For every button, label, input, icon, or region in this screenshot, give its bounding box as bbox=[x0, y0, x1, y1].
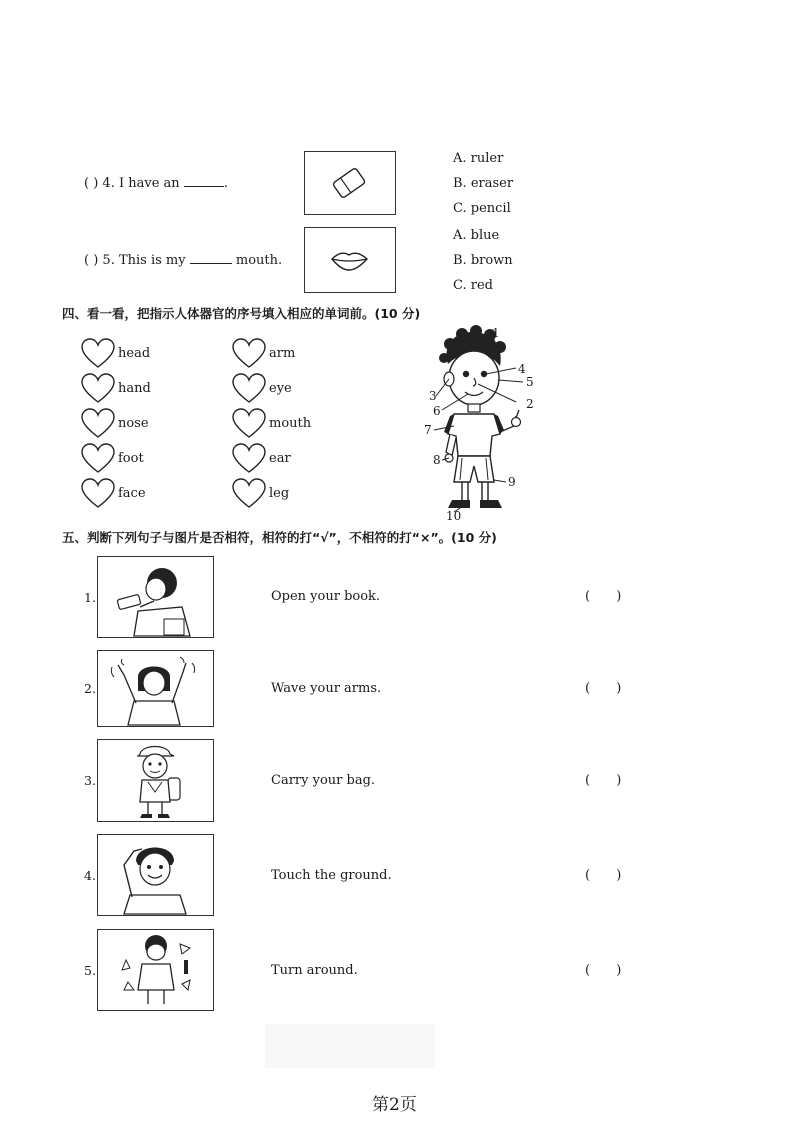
diagram-label-7: 7 bbox=[424, 423, 432, 437]
heart-icon bbox=[80, 338, 116, 370]
word-item[interactable] bbox=[80, 441, 151, 476]
item-sentence: Open your book. bbox=[271, 589, 381, 604]
word-label: arm bbox=[269, 346, 296, 361]
diagram-label-10: 10 bbox=[446, 509, 462, 523]
word-label: face bbox=[118, 486, 146, 501]
word-label: nose bbox=[118, 416, 149, 431]
heart-icon bbox=[80, 443, 116, 475]
option-c[interactable]: C. red bbox=[453, 278, 493, 293]
body-parts-diagram bbox=[420, 322, 534, 523]
heart-icon bbox=[80, 373, 116, 405]
girl-waving-icon bbox=[98, 651, 212, 725]
child-with-bag-icon bbox=[98, 740, 212, 820]
diagram-label-3: 3 bbox=[429, 389, 437, 403]
question-number: 5. bbox=[102, 253, 115, 268]
heart-icon bbox=[231, 408, 267, 440]
answer-paren[interactable]: ( ) bbox=[84, 176, 99, 191]
answer-paren[interactable]: ( ) bbox=[585, 868, 622, 883]
eraser-icon bbox=[305, 152, 394, 213]
option-a[interactable]: A. ruler bbox=[453, 151, 504, 166]
picture-frame bbox=[304, 151, 396, 215]
heart-icon bbox=[231, 478, 267, 510]
item-sentence: Carry your bag. bbox=[271, 773, 376, 788]
word-item[interactable] bbox=[231, 336, 311, 371]
word-label: mouth bbox=[269, 416, 312, 431]
shirt-shape bbox=[448, 414, 500, 456]
heart-icon bbox=[80, 408, 116, 440]
picture-frame bbox=[97, 650, 214, 727]
item-number: 4. bbox=[84, 868, 96, 883]
word-item[interactable] bbox=[80, 336, 151, 371]
item-sentence: Touch the ground. bbox=[271, 868, 392, 883]
word-label: foot bbox=[118, 451, 144, 466]
word-item[interactable] bbox=[231, 476, 311, 511]
word-label: hand bbox=[118, 381, 151, 396]
diagram-label-8: 8 bbox=[433, 453, 441, 467]
option-b[interactable]: B. brown bbox=[453, 253, 513, 268]
heart-icon bbox=[231, 443, 267, 475]
child-turning-icon bbox=[98, 930, 212, 1009]
item-number: 2. bbox=[84, 681, 96, 696]
diagram-label-4: 4 bbox=[518, 362, 526, 376]
heart-icon bbox=[80, 478, 116, 510]
option-b[interactable]: B. eraser bbox=[453, 176, 514, 191]
word-label: leg bbox=[269, 486, 290, 501]
question-4-text: ( ) 4. I have an . bbox=[84, 176, 228, 191]
fill-blank[interactable] bbox=[190, 263, 232, 264]
faint-smudge bbox=[265, 1024, 435, 1068]
picture-frame bbox=[97, 834, 214, 916]
heart-icon bbox=[231, 373, 267, 405]
word-label: ear bbox=[269, 451, 291, 466]
word-column-2 bbox=[231, 336, 311, 511]
answer-paren[interactable]: ( ) bbox=[585, 773, 622, 788]
answer-paren[interactable]: ( ) bbox=[84, 253, 99, 268]
item-sentence: Turn around. bbox=[271, 963, 358, 978]
word-column-1 bbox=[80, 336, 151, 511]
diagram-label-1: 1 bbox=[492, 326, 500, 340]
answer-paren[interactable]: ( ) bbox=[585, 963, 622, 978]
child-reading-icon bbox=[98, 557, 212, 636]
word-item[interactable] bbox=[231, 441, 311, 476]
item-sentence: Wave your arms. bbox=[271, 681, 382, 696]
item-number: 3. bbox=[84, 773, 96, 788]
picture-frame bbox=[304, 227, 396, 293]
heart-icon bbox=[231, 338, 267, 370]
fill-blank[interactable] bbox=[184, 186, 224, 187]
item-number: 5. bbox=[84, 963, 96, 978]
question-5-text: ( ) 5. This is my mouth. bbox=[84, 253, 283, 268]
boy-touching-head-icon bbox=[98, 835, 212, 914]
word-item[interactable] bbox=[80, 406, 151, 441]
question-number: 4. bbox=[102, 176, 115, 191]
lips-icon bbox=[305, 228, 394, 291]
picture-frame bbox=[97, 739, 214, 822]
answer-paren[interactable]: ( ) bbox=[585, 681, 622, 696]
answer-paren[interactable]: ( ) bbox=[585, 589, 622, 604]
picture-frame bbox=[97, 556, 214, 638]
diagram-label-5: 5 bbox=[526, 375, 534, 389]
picture-frame bbox=[97, 929, 214, 1011]
section-5-title: 五、判断下列句子与图片是否相符，相符的打“√”，不相符的打“×”。(10 分) bbox=[62, 530, 497, 545]
word-item[interactable] bbox=[80, 371, 151, 406]
word-item[interactable] bbox=[231, 371, 311, 406]
section-4-title: 四、看一看，把指示人体器官的序号填入相应的单词前。(10 分) bbox=[62, 306, 421, 321]
word-item[interactable] bbox=[231, 406, 311, 441]
option-a[interactable]: A. blue bbox=[453, 228, 500, 243]
diagram-label-2: 2 bbox=[526, 397, 534, 411]
word-label: eye bbox=[269, 381, 292, 396]
diagram-label-6: 6 bbox=[433, 404, 441, 418]
page-number: 第2页 bbox=[372, 1095, 417, 1115]
item-number: 1. bbox=[84, 590, 96, 605]
word-item[interactable] bbox=[80, 476, 151, 511]
option-c[interactable]: C. pencil bbox=[453, 201, 511, 216]
diagram-label-9: 9 bbox=[508, 475, 516, 489]
word-label: head bbox=[118, 346, 151, 361]
